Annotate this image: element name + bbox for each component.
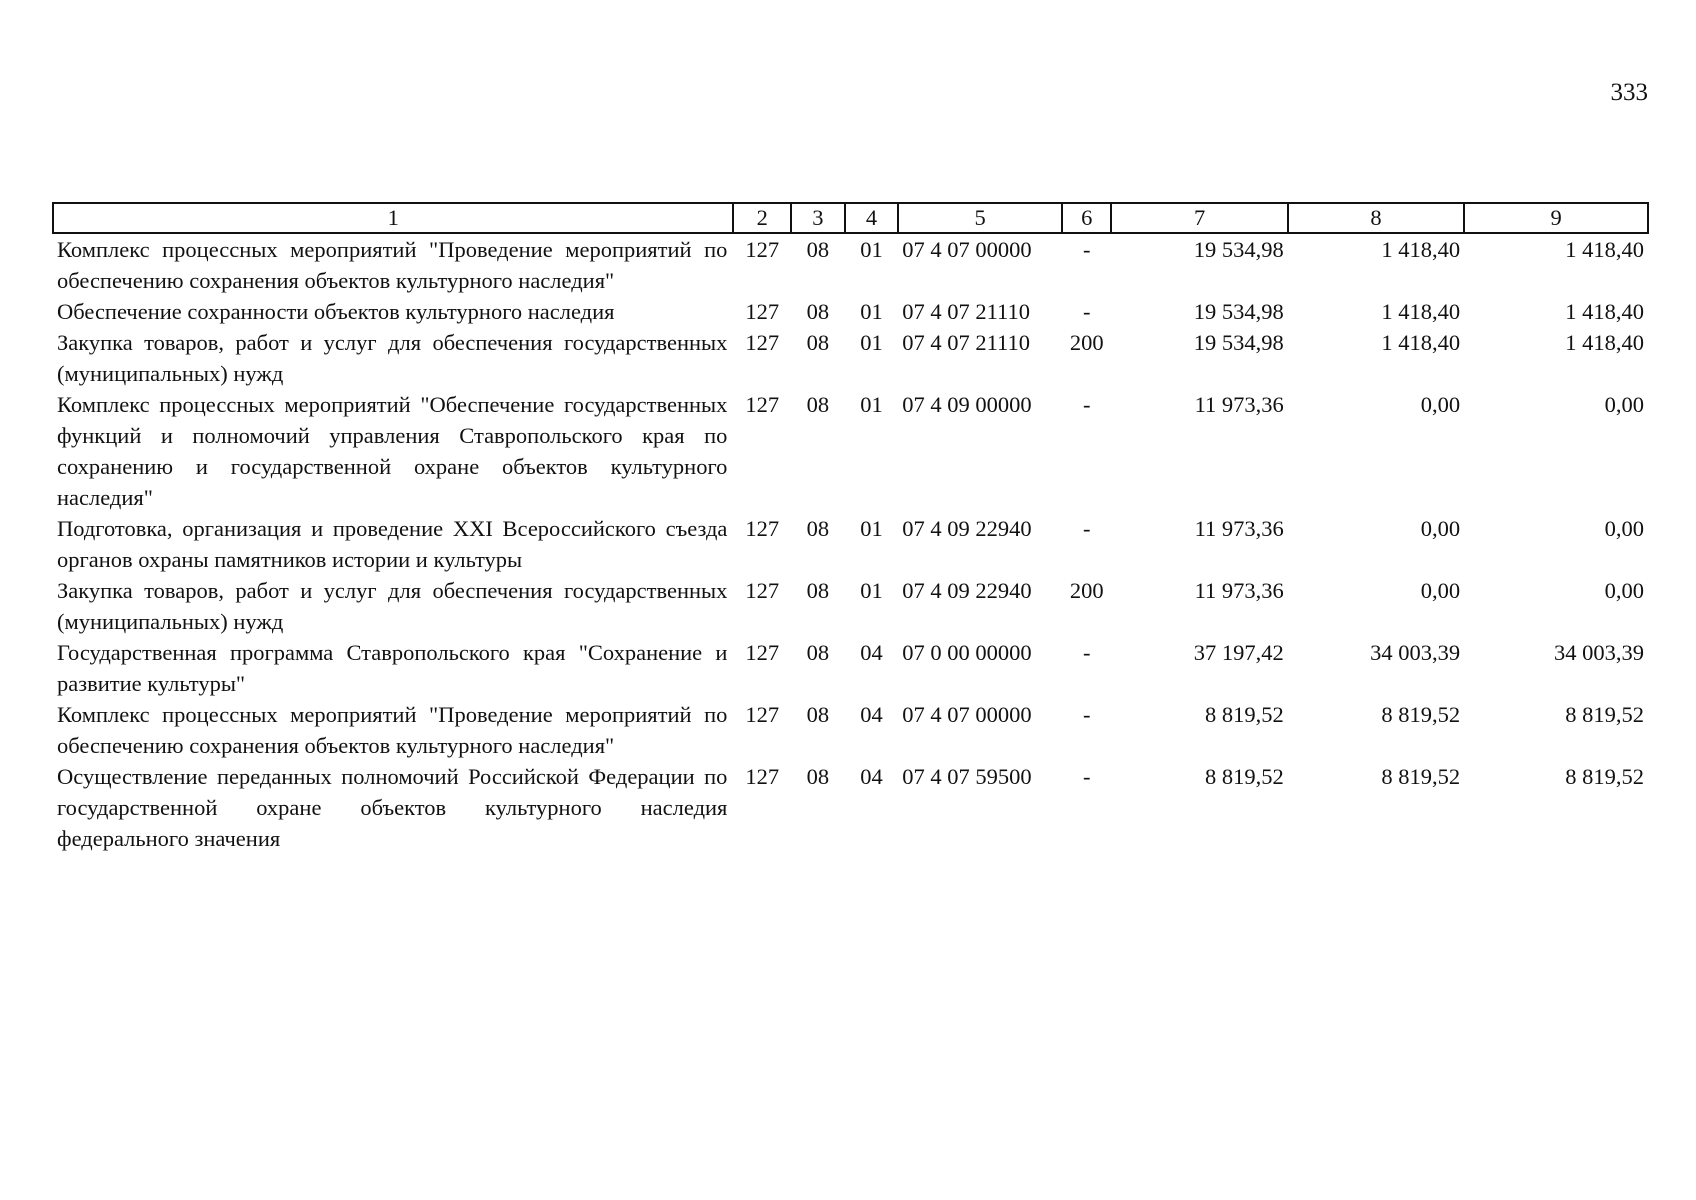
header-col-9: 9: [1464, 203, 1648, 233]
row-col4-cell: 01: [860, 330, 883, 355]
row-col4-cell: 04: [860, 640, 883, 665]
row-col7-cell: 19 534,98: [1193, 330, 1284, 355]
row-col3-cell: 08: [806, 640, 830, 665]
row-col6-cell: -: [1082, 640, 1091, 665]
row-col5-cell: 07 4 07 21110: [902, 330, 1030, 355]
row-col7-cell: 19 534,98: [1193, 299, 1284, 324]
row-col2-cell: 127: [745, 764, 780, 789]
row-col4-cell: 01: [860, 392, 883, 417]
row-col3-cell: 08: [806, 299, 830, 324]
row-col2-cell: 127: [745, 516, 780, 541]
row-col5-cell: 07 4 09 22940: [902, 578, 1032, 603]
row-col2-cell: 127: [745, 392, 780, 417]
row-col9-cell: 34 003,39: [1554, 640, 1644, 665]
page-number: 333: [1610, 79, 1648, 106]
row-col6-cell: 200: [1069, 330, 1104, 355]
header-col-3: 3: [791, 203, 845, 233]
row-col3-cell: 08: [806, 330, 830, 355]
row-col3-cell: 08: [806, 764, 830, 789]
row-col2-cell: 127: [745, 299, 780, 324]
row-col6-cell: -: [1082, 299, 1091, 324]
row-col5-cell: 07 4 07 21110: [902, 299, 1030, 324]
row-col5-cell: 07 4 07 00000: [902, 702, 1032, 727]
table-row: [53, 327, 1648, 389]
header-col-4: 4: [845, 203, 899, 233]
table-row: [53, 575, 1648, 637]
row-col9-cell: 1 418,40: [1565, 330, 1644, 355]
row-name-cell: Закупка товаров, работ и услуг для обеспечения государственных (муниципальных) нужд: [57, 578, 728, 634]
header-col-5: 5: [898, 203, 1062, 233]
row-col5-cell: 07 4 07 59500: [902, 764, 1032, 789]
row-col3-cell: 08: [806, 237, 830, 262]
row-col8-cell: 0,00: [1420, 516, 1461, 541]
table-row: [53, 389, 1648, 513]
row-col5-cell: 07 4 07 00000: [902, 237, 1032, 262]
row-col8-cell: 1 418,40: [1381, 330, 1461, 355]
row-name-cell: Государственная программа Ставропольского края "Сохранение и развитие культуры": [57, 640, 728, 696]
row-col4-cell: 01: [860, 516, 883, 541]
row-col8-cell: 1 418,40: [1381, 237, 1461, 262]
row-col2-cell: 127: [745, 330, 780, 355]
row-col9-cell: 8 819,52: [1565, 702, 1644, 727]
row-name-cell: Осуществление переданных полномочий Российской Федерации по государственной охране объектов культурного наследия федерального значения: [57, 764, 728, 851]
row-col7-cell: 19 534,98: [1193, 237, 1284, 262]
table-row: [53, 296, 1648, 327]
row-col7-cell: 37 197,42: [1193, 640, 1284, 665]
row-name-cell: Комплекс процессных мероприятий "Проведение мероприятий по обеспечению сохранения объектов культурного наследия": [57, 237, 728, 293]
row-col7-cell: 11 973,36: [1194, 392, 1284, 417]
row-name-cell: Комплекс процессных мероприятий "Обеспечение государственных функций и полномочий управления Ставропольского края по сохранению и государственной охране объектов культурного наследия": [57, 392, 728, 510]
row-col9-cell: 0,00: [1604, 578, 1644, 603]
row-col7-cell: 8 819,52: [1205, 764, 1284, 789]
row-col2-cell: 127: [745, 640, 780, 665]
header-col-1: 1: [53, 203, 733, 233]
row-name-cell: Обеспечение сохранности объектов культурного наследия: [57, 299, 615, 324]
header-row: [53, 203, 1648, 233]
row-col4-cell: 01: [860, 578, 883, 603]
row-col9-cell: 8 819,52: [1565, 764, 1644, 789]
row-col7-cell: 11 973,36: [1194, 578, 1284, 603]
table-body: [53, 233, 1648, 854]
row-col5-cell: 07 4 09 22940: [902, 516, 1032, 541]
row-col7-cell: 8 819,52: [1205, 702, 1284, 727]
row-col4-cell: 01: [860, 299, 883, 324]
header-col-6: 6: [1062, 203, 1111, 233]
table-header: [53, 203, 1648, 233]
table-row: [53, 637, 1648, 699]
row-col8-cell: 8 819,52: [1381, 764, 1461, 789]
table-row: [53, 699, 1648, 761]
row-col6-cell: -: [1082, 237, 1091, 262]
row-col3-cell: 08: [806, 392, 830, 417]
row-col6-cell: -: [1082, 392, 1091, 417]
row-col6-cell: -: [1082, 702, 1091, 727]
row-col4-cell: 04: [860, 764, 883, 789]
row-col8-cell: 8 819,52: [1381, 702, 1461, 727]
row-col3-cell: 08: [806, 702, 830, 727]
row-col3-cell: 08: [806, 578, 830, 603]
row-col2-cell: 127: [745, 578, 780, 603]
budget-table: [52, 202, 1649, 854]
row-col9-cell: 0,00: [1604, 516, 1644, 541]
row-col5-cell: 07 0 00 00000: [902, 640, 1032, 665]
row-col4-cell: 01: [860, 237, 883, 262]
row-col3-cell: 08: [806, 516, 830, 541]
table-row: [53, 761, 1648, 854]
row-col6-cell: 200: [1069, 578, 1104, 603]
row-col8-cell: 0,00: [1420, 578, 1461, 603]
row-col5-cell: 07 4 09 00000: [902, 392, 1032, 417]
row-col8-cell: 34 003,39: [1370, 640, 1461, 665]
row-col2-cell: 127: [745, 237, 780, 262]
table-row: [53, 233, 1648, 296]
row-col9-cell: 1 418,40: [1565, 237, 1644, 262]
header-col-7: 7: [1111, 203, 1287, 233]
row-col8-cell: 0,00: [1420, 392, 1461, 417]
row-col9-cell: 0,00: [1604, 392, 1644, 417]
row-col8-cell: 1 418,40: [1381, 299, 1461, 324]
row-col7-cell: 11 973,36: [1194, 516, 1284, 541]
header-col-2: 2: [733, 203, 791, 233]
header-col-8: 8: [1288, 203, 1464, 233]
row-col6-cell: -: [1082, 764, 1091, 789]
row-col4-cell: 04: [860, 702, 883, 727]
row-name-cell: Подготовка, организация и проведение XXI Всероссийского съезда органов охраны памятников истории и культуры: [57, 516, 728, 572]
row-col2-cell: 127: [745, 702, 780, 727]
table-row: [53, 513, 1648, 575]
row-name-cell: Закупка товаров, работ и услуг для обеспечения государственных (муниципальных) нужд: [57, 330, 728, 386]
row-col6-cell: -: [1082, 516, 1091, 541]
row-name-cell: Комплекс процессных мероприятий "Проведение мероприятий по обеспечению сохранения объектов культурного наследия": [57, 702, 728, 758]
row-col9-cell: 1 418,40: [1565, 299, 1644, 324]
